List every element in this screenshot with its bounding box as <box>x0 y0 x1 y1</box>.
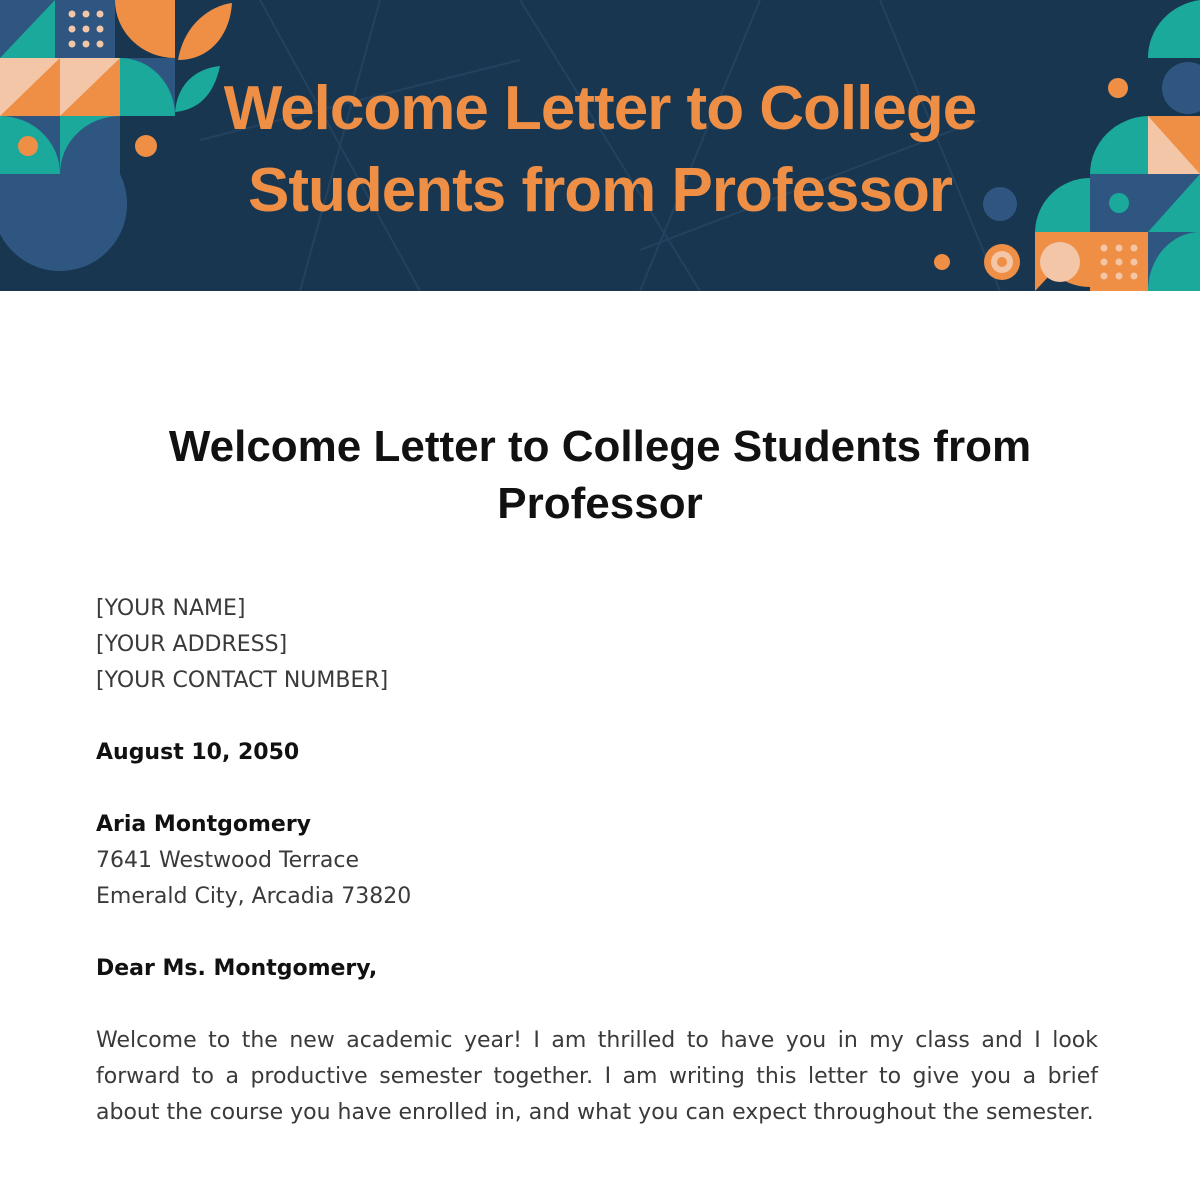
salutation: Dear Ms. Montgomery, <box>96 956 378 981</box>
banner-title-line-2: Students from Professor <box>248 156 952 225</box>
banner-title-line-1: Welcome Letter to College <box>223 74 977 143</box>
document-title <box>0 418 1200 532</box>
sender-block <box>96 591 1098 699</box>
header-banner <box>0 0 1200 291</box>
recipient-block <box>96 807 1098 915</box>
letter-date: August 10, 2050 <box>96 740 300 765</box>
sender-address: [YOUR ADDRESS] <box>96 632 288 657</box>
sender-name: [YOUR NAME] <box>96 596 246 621</box>
date-block <box>96 735 1098 771</box>
salutation-block <box>96 951 1098 987</box>
banner-title <box>0 68 1200 232</box>
document-title-line-1: Welcome Letter to College Students from <box>168 422 1032 471</box>
recipient-city: Emerald City, Arcadia 73820 <box>96 884 412 909</box>
document-title-line-2: Professor <box>497 479 703 528</box>
recipient-street: 7641 Westwood Terrace <box>96 848 359 873</box>
recipient-name: Aria Montgomery <box>96 812 312 837</box>
body-paragraph: Welcome to the new academic year! I am thrilled to have you in my class and I look forward to a productive semester together. I am writing this letter to give you a brief about the course you have enrolled in, and what you can expect throughout the semester. <box>96 1028 1098 1125</box>
sender-contact: [YOUR CONTACT NUMBER] <box>96 668 389 693</box>
